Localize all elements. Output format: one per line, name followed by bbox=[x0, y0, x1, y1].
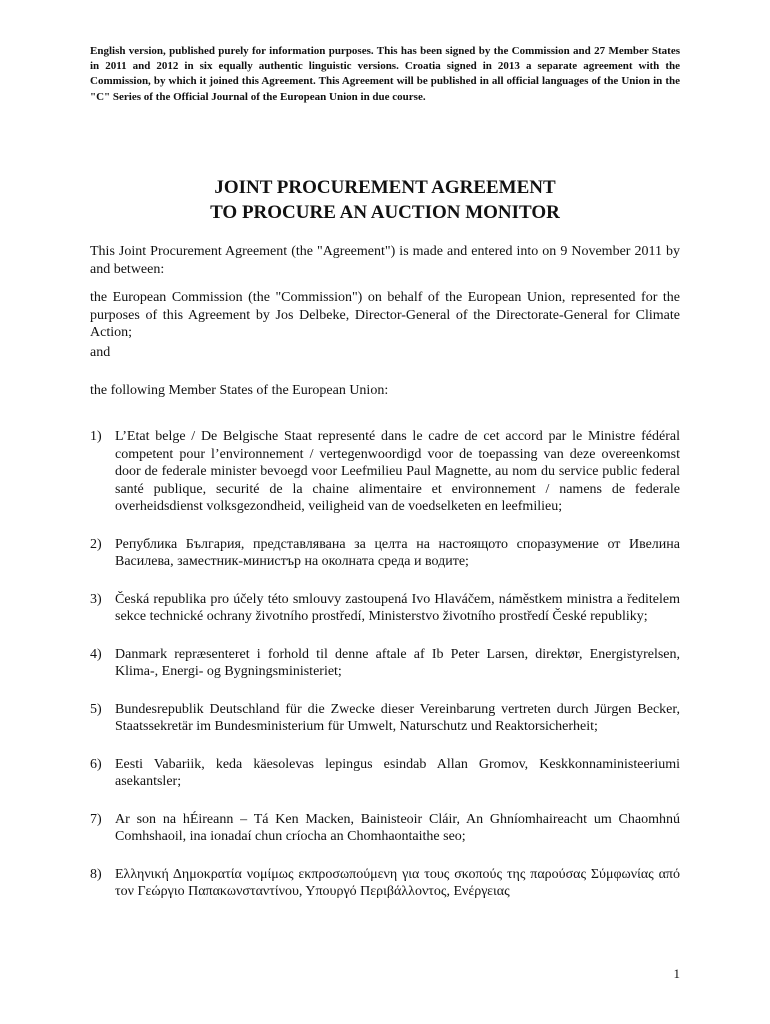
list-item-text: Eesti Vabariik, keda käesolevas lepingus esindab Allan Gromov, Keskkonnaministeeriumi asekantsler; bbox=[115, 756, 680, 789]
title-line-1: JOINT PROCUREMENT AGREEMENT bbox=[214, 177, 556, 198]
list-item-number: 1) bbox=[90, 429, 102, 444]
list-item bbox=[90, 811, 680, 846]
list-item-number: 5) bbox=[90, 701, 102, 717]
list-item-number: 3) bbox=[90, 591, 102, 607]
title-line-2: TO PROCURE AN AUCTION MONITOR bbox=[210, 202, 560, 223]
list-item-text: Ελληνική Δημοκρατία νομίμως εκπροσωπούμενη για τους σκοπούς της παρούσας Σύμφωνίας από τον Γεώργιο Παπακωνσταντίνου, Υπουργό Περιβάλλοντος, Ενέργειας bbox=[115, 866, 680, 899]
intro-paragraph: This Joint Procurement Agreement (the "Agreement") is made and entered into on 9 November 2011 by and between: bbox=[90, 244, 680, 277]
list-item bbox=[90, 536, 680, 571]
list-item bbox=[90, 701, 680, 736]
page-number: 1 bbox=[673, 966, 680, 981]
list-item-number: 6) bbox=[90, 756, 102, 772]
member-states-intro: the following Member States of the European Union: bbox=[90, 383, 389, 398]
list-item bbox=[90, 756, 680, 791]
commission-paragraph: the European Commission (the "Commission") on behalf of the European Union, represented for the purposes of this Agreement by Jos Delbeke, Director-General of the Directorate-General for Climate Action; bbox=[90, 290, 680, 340]
list-item-number: 7) bbox=[90, 811, 102, 827]
and-paragraph: and bbox=[90, 345, 111, 360]
list-item-text: Република България, представлявана за целта на настоящото споразумение от Ивелина Василева, заместник-министър на околната среда и водите; bbox=[115, 536, 680, 569]
list-item-number: 2) bbox=[90, 536, 102, 552]
list-item-number: 8) bbox=[90, 866, 102, 882]
document-title bbox=[90, 175, 680, 225]
list-item-text: Česká republika pro účely této smlouvy zastoupená Ivo Hlaváčem, náměstkem ministra a ředitelem sekce technické ochrany životního prostředí, Ministerstvo životního prostředí České republiky; bbox=[115, 591, 680, 624]
list-item-number: 4) bbox=[90, 646, 102, 662]
list-item bbox=[90, 428, 680, 516]
member-states-list bbox=[90, 428, 680, 921]
list-item-text: Danmark repræsenteret i forhold til denne aftale af Ib Peter Larsen, direktør, Energistyrelsen, Klima-, Energi- og Bygningsministeriet; bbox=[115, 646, 680, 679]
list-item-text: Ar son na hÉireann – Tá Ken Macken, Bainisteoir Cláir, An Ghníomhaireacht um Chaomhnú Comhshaoil, ina ionadaí chun críocha an Chomhaontaithe seo; bbox=[115, 811, 680, 844]
list-item-text: Bundesrepublik Deutschland für die Zwecke dieser Vereinbarung vertreten durch Jürgen Becker, Staatssekretär im Bundesministerium für Umwelt, Naturschutz und Reaktorsicherheit; bbox=[115, 701, 680, 734]
list-item bbox=[90, 866, 680, 901]
list-item bbox=[90, 646, 680, 681]
header-note: English version, published purely for information purposes. This has been signed by the Commission and 27 Member States in 2011 and 2012 in six equally authentic linguistic versions. Croatia signed in 2013 a separate agreement with the Commission, by which it joined this Agreement. This Agreement will be published in all official languages of the Union in the "C" Series of the Official Journal of the European Union in due course. bbox=[90, 45, 680, 103]
list-item bbox=[90, 591, 680, 626]
list-item-text: L’Etat belge / De Belgische Staat representé dans le cadre de cet accord par le Ministre fédéral competent pour l’environnement / vertegenwoordigd voor de toepassing van deze overeenkomst door de federale minister bevoegd voor Leefmilieu Paul Magnette, au nom du service public federal santé publique, securité de la chaine alimentaire et environnement / namens de federale overheidsdienst volksgezondheid, veiligheid van de voedselketen en leefmilieu; bbox=[115, 429, 680, 514]
